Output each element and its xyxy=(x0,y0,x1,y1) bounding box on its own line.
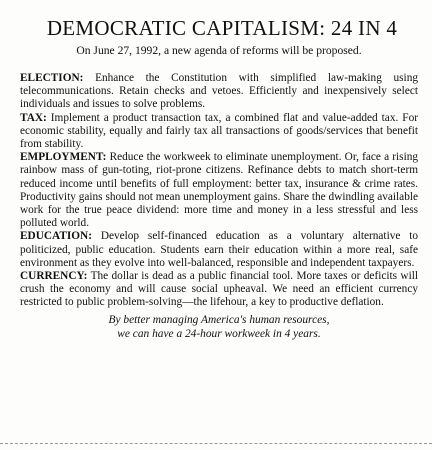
section-text: The dollar is dead as a public financial tool. More taxes or deficits will crush the economy and will cause social upheaval. We need an efficient currency restricted to public problem-solving—the lifehour, a key to productive deflation. xyxy=(20,270,419,309)
section-text: Develop self-financed education as a voluntary alternative to politicized, public education. Students earn their education within a more real, safe environment as they evolve into well-balanced, responsible and independent taxpayers. xyxy=(20,230,418,269)
section-label: ELECTION: xyxy=(20,72,84,84)
section-text: Enhance the Constitution with simplified law-making using telecommunications. Retain checks and vetoes. Efficiently and inexpensively select individuals and issues to solve problems. xyxy=(20,72,418,111)
section-label: EMPLOYMENT: xyxy=(20,151,107,164)
bottom-divider xyxy=(0,443,432,444)
section-label: EDUCATION: xyxy=(20,230,92,243)
closing-statement xyxy=(20,313,418,342)
section-label: TAX: xyxy=(20,111,47,124)
section-text: Reduce the workweek to eliminate unemployment. Or, face a rising rainbow mass of gun-toting, riot-prone citizens. Refinance debts to match short-term reduced income until benefits of full employment: better tax, insurance & crime rates. Productivity gains should not mean unemployment gains. Share the dwindling available work for the true peace dividend: more time and money in a less stressful and less polluted world. xyxy=(20,151,419,230)
section-election xyxy=(20,72,418,112)
section-currency xyxy=(20,270,418,310)
document-title: DEMOCRATIC CAPITALISM: 24 IN 4 xyxy=(46,16,398,40)
section-tax xyxy=(20,112,418,152)
section-employment xyxy=(20,151,418,230)
closing-line-1: By better managing America's human resources, xyxy=(108,313,330,326)
section-label: CURRENCY: xyxy=(20,270,88,283)
closing-line-2: we can have a 24-hour workweek in 4 years. xyxy=(117,328,321,341)
section-text: Implement a product transaction tax, a combined flat and value-added tax. For economic stability, equally and fairly tax all transactions of goods/services that benefit from stability. xyxy=(20,111,418,151)
document-subtitle: On June 27, 1992, a new agenda of reforms will be proposed. xyxy=(76,44,362,57)
section-education xyxy=(20,230,418,270)
